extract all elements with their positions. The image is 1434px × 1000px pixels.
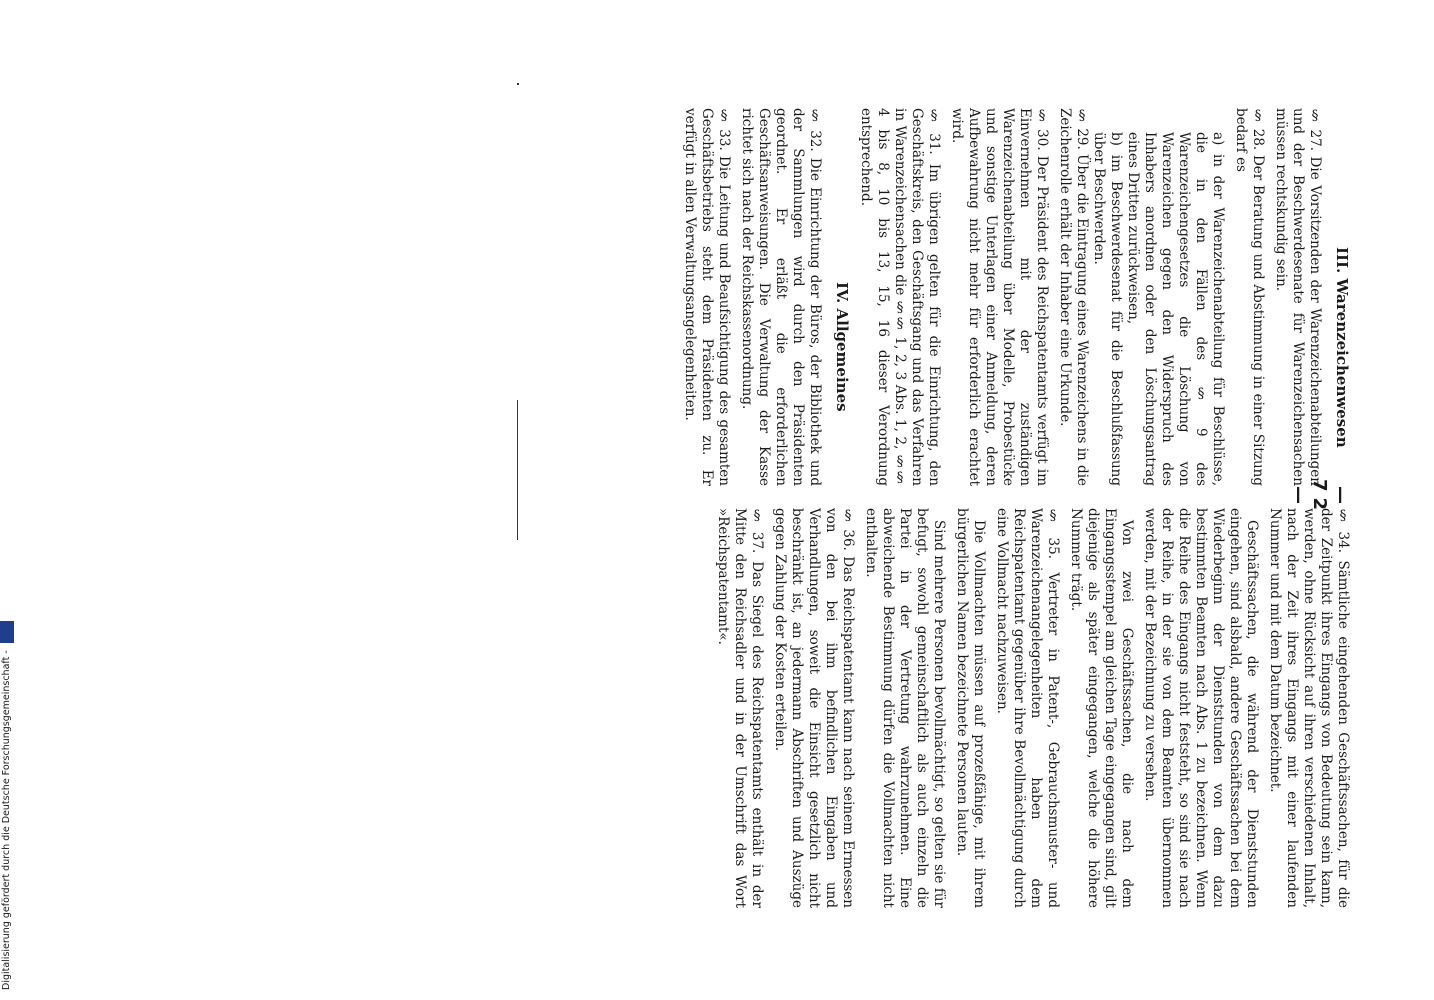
paragraph-s28-a: a) in der Warenzeichenabteilung für Beschlüsse, die in den Fällen des § 9 des Warenzeichengesetzes die Löschung von Warenzeichen gegen den Widerspruch des Inhabers anordnen oder den Löschungsantrag eines Dritten zurückweisen, [1125, 132, 1226, 486]
end-rule [517, 400, 518, 540]
section-heading-iii: III. Warenzeichenwesen [1333, 246, 1351, 448]
paragraph-s27: § 27. Die Vorsitzenden der Warenzeichenabteilungen und der Beschwerdesenate für Warenzeichensachen müssen rechtskundig sein. [1273, 108, 1323, 486]
paragraph-s28-b: b) im Beschwerdesenat für die Beschlußfassung über Beschwerden. [1091, 132, 1124, 486]
scan-mark [517, 83, 519, 85]
footer-text: Digitalisierung gefördert durch die Deutsche Forschungsgemeinschaft - [1, 650, 12, 990]
paragraph-s29: § 29. Über die Eintragung eines Warenzeichens in die Zeichenrolle erhält der Inhaber eine Urkunde. [1057, 108, 1090, 486]
paragraph-s33: § 33. Die Leitung und Beaufsichtigung des gesamten Geschäftsbetriebs steht dem Präsidenten zu. Er verfügt in allen Verwaltungsangelegenheiten. [682, 108, 732, 486]
paragraph-s30: § 30. Der Präsident des Reichspatentamts verfügt im Einvernehmen mit der zuständigen Warenzeichenabteilung über Modelle, Probestücke und sonstige Unterlagen einer Anmeldung, deren Aufbewahrung nicht mehr für erforderlich erachtet wird. [949, 108, 1050, 486]
paragraph-s34-a: § 34. Sämtliche eingehenden Geschäftssachen, für die der Zeitpunkt ihres Eingangs von Bedeutung sein kann, werden, ohne Rücksicht auf ihren verschiedenen Inhalt, nach der Zeit ihres Eingangs mit einer laufenden Nummer und mit dem Datum bezeichnet. [1267, 508, 1351, 908]
paragraph-s35-a: § 35. Vertreter in Patent-, Gebrauchsmuster- und Warenzeichenangelegenheiten haben dem Reichspatentamt gegenüber ihre Bevollmächtigung durch eine Vollmacht nachzuweisen. [994, 508, 1061, 908]
paragraph-s28-intro: § 28. Der Beratung und Abstimmung in einer Sitzung bedarf es [1233, 108, 1266, 486]
dfg-logo-icon [0, 621, 14, 643]
page-number: — 72 — [1288, 479, 1351, 517]
paragraph-s37: § 37. Das Siegel des Reichspatentamts enthält in der Mitte den Reichsadler und in der Umschrift das Wort »Reichspatentamt«. [715, 508, 765, 908]
left-column [616, 108, 1351, 486]
right-column [616, 508, 1351, 908]
paragraph-s31: § 31. Im übrigen gelten für die Einrichtung, den Geschäftskreis, den Geschäftsgang und das Verfahren in Warenzeichensachen die §§ 1, 2, 3 Abs. 1, 2, §§ 4 bis 8, 10 bis 13, 15, 16 dieser Verordnung entsprechend. [858, 108, 942, 486]
paragraph-s32: § 32. Die Einrichtung der Büros, der Bibliothek und der Sammlungen wird durch den Präsidenten geordnet. Er erläßt die erforderlichen Geschäftsanweisungen. Die Verwaltung der Kasse richtet sich nach der Reichskassenordnung. [739, 108, 823, 486]
paragraph-s35-c: Sind mehrere Personen bevollmächtigt, so gelten sie für befugt, sowohl gemeinschaftlich als auch einzeln die Partei in der Vertretung wahrzunehmen. Eine abweichende Bestimmung dürfen die Vollmachten nicht enthalten. [863, 508, 947, 908]
paragraph-s36: § 36. Das Reichspatentamt kann nach seinem Ermessen von den bei ihm befindlichen Eingaben und Verhandlungen, soweit die Einsicht gesetzlich nicht beschränkt ist, an jedermann Abschriften und Auszüge gegen Zahlung der Kosten erteilen. [772, 508, 856, 908]
paragraph-s34-c: Von zwei Geschäftssachen, die nach dem Eingangsstempel am gleichen Tage eingegangen sind, gilt diejenige als später eingegangen, welche die höhere Nummer trägt. [1068, 508, 1135, 908]
paragraph-s35-b: Die Vollmachten müssen auf prozeßfähige, mit ihrem bürgerlichen Namen bezeichnete Personen lauten. [954, 508, 987, 908]
digitization-footer [0, 604, 22, 990]
document-page [575, 108, 1351, 908]
section-heading-iv: IV. Allgemeines [833, 282, 851, 412]
paragraph-s34-b: Geschäftssachen, die während der Dienststunden eingehen, sind alsbald, andere Geschäftssachen bei dem Wiederbeginn der Dienststunden von dem dazu bestimmten Beamten nach Abs. 1 zu bezeichnen. Wenn die Reihe des Eingangs nicht feststeht, so sind sie nach der Reihe, in der sie von dem Beamten übernommen werden, mit der Bezeichnung zu versehen. [1142, 508, 1260, 908]
